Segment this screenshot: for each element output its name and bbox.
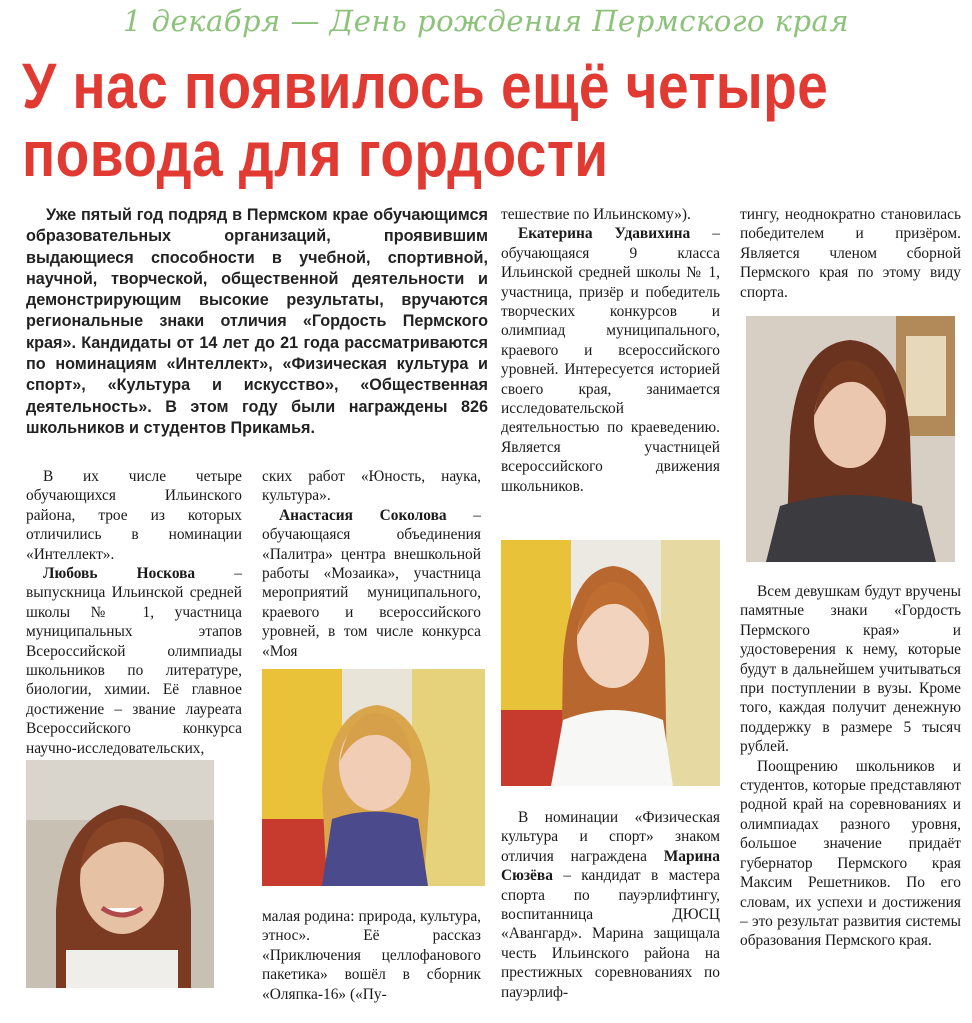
- col4-paragraph-2: Всем девушкам будут вручены памятные знаки «Гордость Пермского края» и удостоверения к нему, которые будут в дальнейшем учитываться при поступлении в вузы. Кроме того, каждая получит денежную поддержку в размере 5 тысяч рублей.: [740, 583, 961, 756]
- headline: [22, 50, 829, 190]
- col3-paragraph-1: тешествие по Ильинскому»).: [501, 206, 691, 223]
- col1-paragraph-2-text: – выпускница Ильинской средней школы № 1, участница муниципальных этапов Всероссийской олимпиады школьников по литературе, биологии, химии. Её главное достижение – звание лауреата Всероссийского конкурса научно-исследовательских,: [26, 565, 243, 757]
- name-anastasia-sokolova: Анастасия Соколова: [279, 506, 447, 524]
- headline-line-1: У нас появилось ещё четыре: [22, 50, 829, 122]
- col2-paragraph-3: малая родина: природа, культура, этнос». Её рассказ «Приключения целлофанового пакетика» вошёл в сборник «Оляпка-16» («Пу-: [262, 908, 481, 1003]
- col4-paragraph-3: Поощрению школьников и студентов, которые представляют родной край на соревнованиях и олимпиадах разного уровня, большое значение придаёт губернатор Пермского края Максим Решетников. По его словам, их успехи и достижения – это результат развития системы образования Пермского края.: [740, 757, 961, 950]
- col2-paragraph-1: ских работ «Юность, наука, культура».: [262, 468, 481, 505]
- kicker-date-line: 1 декабря — День рождения Пермского края: [122, 4, 850, 38]
- column-1: [26, 467, 242, 778]
- col3-paragraph-3-text: – кандидат в мастера спорта по пауэрлифтингу, воспитанница ДЮСЦ «Авангард». Марина защищала честь Ильинского района на престижных соревнованиях по пауэрлиф-: [501, 867, 720, 1001]
- lead-paragraph: Уже пятый год подряд в Пермском крае обучающимся образовательных организаций, проявившим выдающиеся способности в учебной, спортивной, научной, творческой, общественной деятельности и демонстрирующим высокие результаты, вручаются региональные знаки отличия «Гордость Пермского края». Кандидаты от 14 лет до 21 года рассматриваются по номинациям «Интеллект», «Физическая культура и спорт», «Культура и искусство», «Общественная деятельность». В этом году были награждены 826 школьников и студентов Прикамья.: [26, 206, 488, 437]
- col2-paragraph-2-text: – обучающаяся объединения «Палитра» центра внешкольной работы «Мозаика», участница мероприятий муниципального, краевого и всероссийского уровней, в том числе конкурса «Моя: [262, 506, 482, 660]
- name-lyubov-noskova: Любовь Носкова: [43, 565, 196, 583]
- photo-ekaterina-udavikhina: [501, 540, 720, 786]
- column-3-bottom: [501, 808, 720, 1002]
- column-4-top: [740, 205, 961, 302]
- name-marina-syuzeva: Марина Сюзёва: [501, 847, 720, 885]
- col2-paragraph-2: [262, 506, 481, 661]
- col3-paragraph-2: [501, 224, 720, 496]
- col3-paragraph-2-text: – обучающаяся 9 класса Ильинской средней школы № 1, участница, призёр и победитель творческих конкурсов и олимпиад муниципального, краевого и всероссийского уровней. Интересуется историей своего края, занимается исследовательской деятельностью по краеведению. Является участницей всероссийского движения школьников.: [501, 225, 721, 495]
- name-ekaterina-udavikhina: Екатерина Удавихина: [518, 225, 691, 243]
- column-4-bottom: [740, 582, 961, 951]
- col1-paragraph-2: [26, 564, 242, 777]
- column-3-top: [501, 205, 720, 496]
- headline-line-2: повода для гордости: [22, 118, 609, 190]
- column-2-top: [262, 467, 481, 661]
- column-2-bottom: [262, 907, 481, 1004]
- col4-paragraph-1: тингу, неоднократно становилась победителем и призёром. Является членом сборной Пермского края по этому виду спорта.: [740, 206, 961, 301]
- photo-marina-syuzeva: [746, 316, 955, 562]
- col1-paragraph-1: В их числе четыре обучающихся Ильинского района, трое из которых отличились в номинации «Интеллект».: [26, 468, 242, 563]
- photo-lyubov-noskova: [26, 760, 214, 988]
- col3-paragraph-3-pre: В номинации «Физическая культура и спорт» знаком отличия награждена: [501, 809, 720, 865]
- photo-anastasia-sokolova: [262, 669, 485, 886]
- col3-paragraph-3: [501, 808, 720, 1002]
